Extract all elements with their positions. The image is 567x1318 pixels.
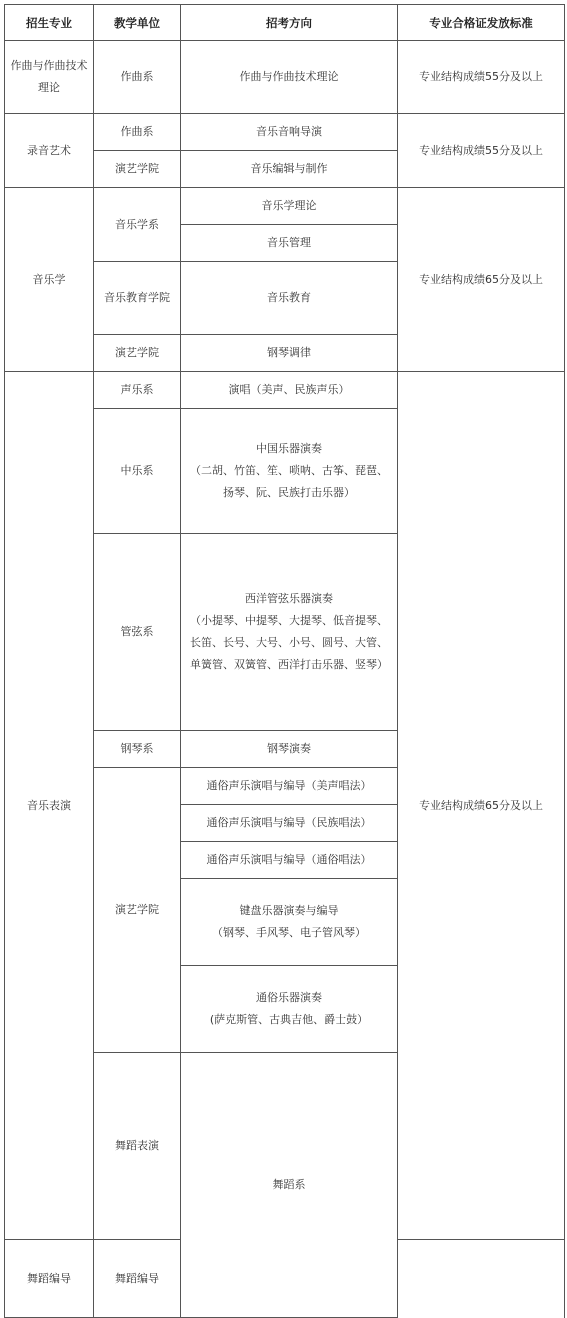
direction-cell: 中国乐器演奏 （二胡、竹笛、笙、唢呐、古筝、琵琶、扬琴、阮、民族打击乐器） <box>181 409 398 534</box>
direction-cell: 通俗声乐演唱与编导（美声唱法） <box>181 768 398 805</box>
unit-cell: 作曲系 <box>94 41 181 114</box>
direction-cell: 通俗声乐演唱与编导（民族唱法） <box>181 805 398 842</box>
unit-cell: 音乐教育学院 <box>94 262 181 335</box>
table-row <box>5 114 565 151</box>
major-cell: 作曲与作曲技术理论 <box>5 41 94 114</box>
table-row <box>5 41 565 114</box>
table-row <box>5 188 565 225</box>
standard-cell: 专业结构成绩65分及以上 <box>398 372 565 1240</box>
direction-cell: 钢琴演奏 <box>181 731 398 768</box>
unit-cell: 钢琴系 <box>94 731 181 768</box>
unit-cell: 音乐学系 <box>94 188 181 262</box>
standard-cell: 专业结构成绩55分及以上 <box>398 114 565 188</box>
unit-cell: 演艺学院 <box>94 768 181 1053</box>
header-unit: 教学单位 <box>94 5 181 41</box>
header-major: 招生专业 <box>5 5 94 41</box>
direction-cell: 通俗乐器演奏 (萨克斯管、古典吉他、爵士鼓） <box>181 966 398 1053</box>
major-cell: 录音艺术 <box>5 114 94 188</box>
direction-cell: 演唱（美声、民族声乐） <box>181 372 398 409</box>
direction-cell: 音乐音响导演 <box>181 114 398 151</box>
direction-cell: 作曲与作曲技术理论 <box>181 41 398 114</box>
standard-cell: 专业结构成绩65分及以上 <box>398 188 565 372</box>
unit-cell: 声乐系 <box>94 372 181 409</box>
header-row <box>5 5 565 41</box>
direction-cell: 音乐教育 <box>181 262 398 335</box>
major-cell: 舞蹈编导 <box>5 1240 94 1318</box>
unit-cell: 管弦系 <box>94 534 181 731</box>
unit-cell: 中乐系 <box>94 409 181 534</box>
direction-cell: 音乐学理论 <box>181 188 398 225</box>
header-standard: 专业合格证发放标准 <box>398 5 565 41</box>
direction-cell: 西洋管弦乐器演奏 （小提琴、中提琴、大提琴、低音提琴、长笛、长号、大号、小号、圆号、大管、单簧管、双簧管、西洋打击乐器、竖琴） <box>181 534 398 731</box>
major-cell: 音乐学 <box>5 188 94 372</box>
unit-cell: 舞蹈系 <box>181 1053 398 1318</box>
unit-cell: 作曲系 <box>94 114 181 151</box>
admission-standards-table <box>4 4 565 1318</box>
table-row <box>5 372 565 409</box>
direction-cell: 舞蹈编导 <box>94 1240 181 1318</box>
major-cell: 舞蹈表演 <box>94 1053 181 1240</box>
direction-cell: 钢琴调律 <box>181 335 398 372</box>
direction-cell: 音乐编辑与制作 <box>181 151 398 188</box>
standard-cell: 专业结构成绩55分及以上 <box>398 41 565 114</box>
unit-cell: 演艺学院 <box>94 335 181 372</box>
direction-cell: 通俗声乐演唱与编导（通俗唱法） <box>181 842 398 879</box>
major-cell: 音乐表演 <box>5 372 94 1240</box>
unit-cell: 演艺学院 <box>94 151 181 188</box>
direction-cell: 音乐管理 <box>181 225 398 262</box>
header-direction: 招考方向 <box>181 5 398 41</box>
direction-cell: 键盘乐器演奏与编导 （钢琴、手风琴、电子管风琴） <box>181 879 398 966</box>
